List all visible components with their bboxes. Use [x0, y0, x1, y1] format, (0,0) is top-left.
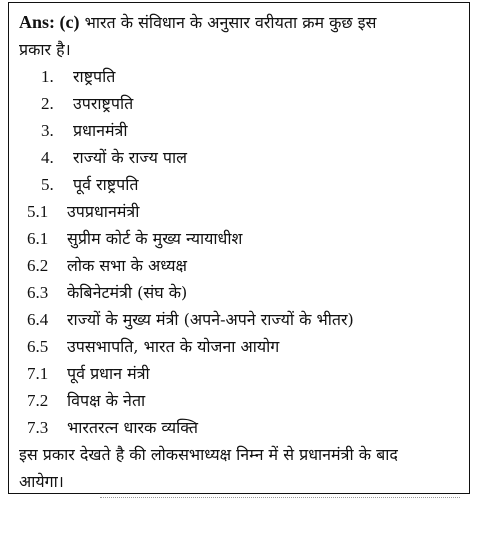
- item-text: राष्ट्रपति: [73, 67, 116, 86]
- intro-line-2: प्रकार है।: [19, 40, 71, 59]
- list-item: [19, 306, 461, 333]
- answer-box: [8, 2, 470, 494]
- list-item: [19, 414, 461, 441]
- item-number: 3.: [41, 121, 54, 140]
- item-text: राज्यों के राज्य पाल: [73, 148, 188, 167]
- answer-intro: [19, 9, 461, 63]
- item-text: उपप्रधानमंत्री: [67, 202, 140, 221]
- item-number: 6.1: [27, 229, 49, 248]
- list-item: [19, 198, 461, 225]
- list-item: [19, 279, 461, 306]
- item-text: पूर्व राष्ट्रपति: [73, 175, 139, 194]
- item-number: 6.4: [27, 310, 49, 329]
- item-number: 7.3: [27, 418, 49, 437]
- item-text: उपराष्ट्रपति: [73, 94, 134, 113]
- item-number: 2.: [41, 94, 54, 113]
- precedence-list: [19, 63, 461, 441]
- item-text: उपसभापति, भारत के योजना आयोग: [67, 337, 280, 356]
- item-text: लोक सभा के अध्यक्ष: [67, 256, 188, 275]
- item-number: 4.: [41, 148, 54, 167]
- conclusion: [19, 441, 461, 495]
- item-number: 6.3: [27, 283, 49, 302]
- item-text: विपक्ष के नेता: [67, 391, 146, 410]
- conclusion-line-2: आयेगा।: [19, 472, 64, 491]
- item-text: प्रधानमंत्री: [73, 121, 128, 140]
- item-text: केबिनेटमंत्री (संघ के): [67, 283, 188, 302]
- list-item: [19, 387, 461, 414]
- list-item: [19, 225, 461, 252]
- intro-line-1: भारत के संविधान के अनुसार वरीयता क्रम कुछ इस: [84, 13, 377, 32]
- list-item: [19, 144, 461, 171]
- list-item: [19, 252, 461, 279]
- item-number: 6.2: [27, 256, 49, 275]
- answer-content: [19, 9, 461, 495]
- item-text: भारतरत्न धारक व्यक्ति: [67, 418, 198, 437]
- item-number: 7.1: [27, 364, 49, 383]
- item-number: 7.2: [27, 391, 49, 410]
- item-number: 5.: [41, 175, 54, 194]
- item-number: 5.1: [27, 202, 49, 221]
- item-text: राज्यों के मुख्य मंत्री (अपने-अपने राज्यों के भीतर): [67, 310, 354, 329]
- list-item: [19, 63, 461, 90]
- list-item: [19, 333, 461, 360]
- item-number: 1.: [41, 67, 54, 86]
- cut-off-text-line: [100, 497, 460, 498]
- item-number: 6.5: [27, 337, 49, 356]
- item-text: सुप्रीम कोर्ट के मुख्य न्यायाधीश: [67, 229, 243, 248]
- conclusion-line-1: इस प्रकार देखते है की लोकसभाध्यक्ष निम्न में से प्रधानमंत्री के बाद: [19, 445, 398, 464]
- item-text: पूर्व प्रधान मंत्री: [67, 364, 150, 383]
- answer-label: Ans: (c): [19, 12, 80, 32]
- list-item: [19, 117, 461, 144]
- list-item: [19, 90, 461, 117]
- list-item: [19, 360, 461, 387]
- list-item: [19, 171, 461, 198]
